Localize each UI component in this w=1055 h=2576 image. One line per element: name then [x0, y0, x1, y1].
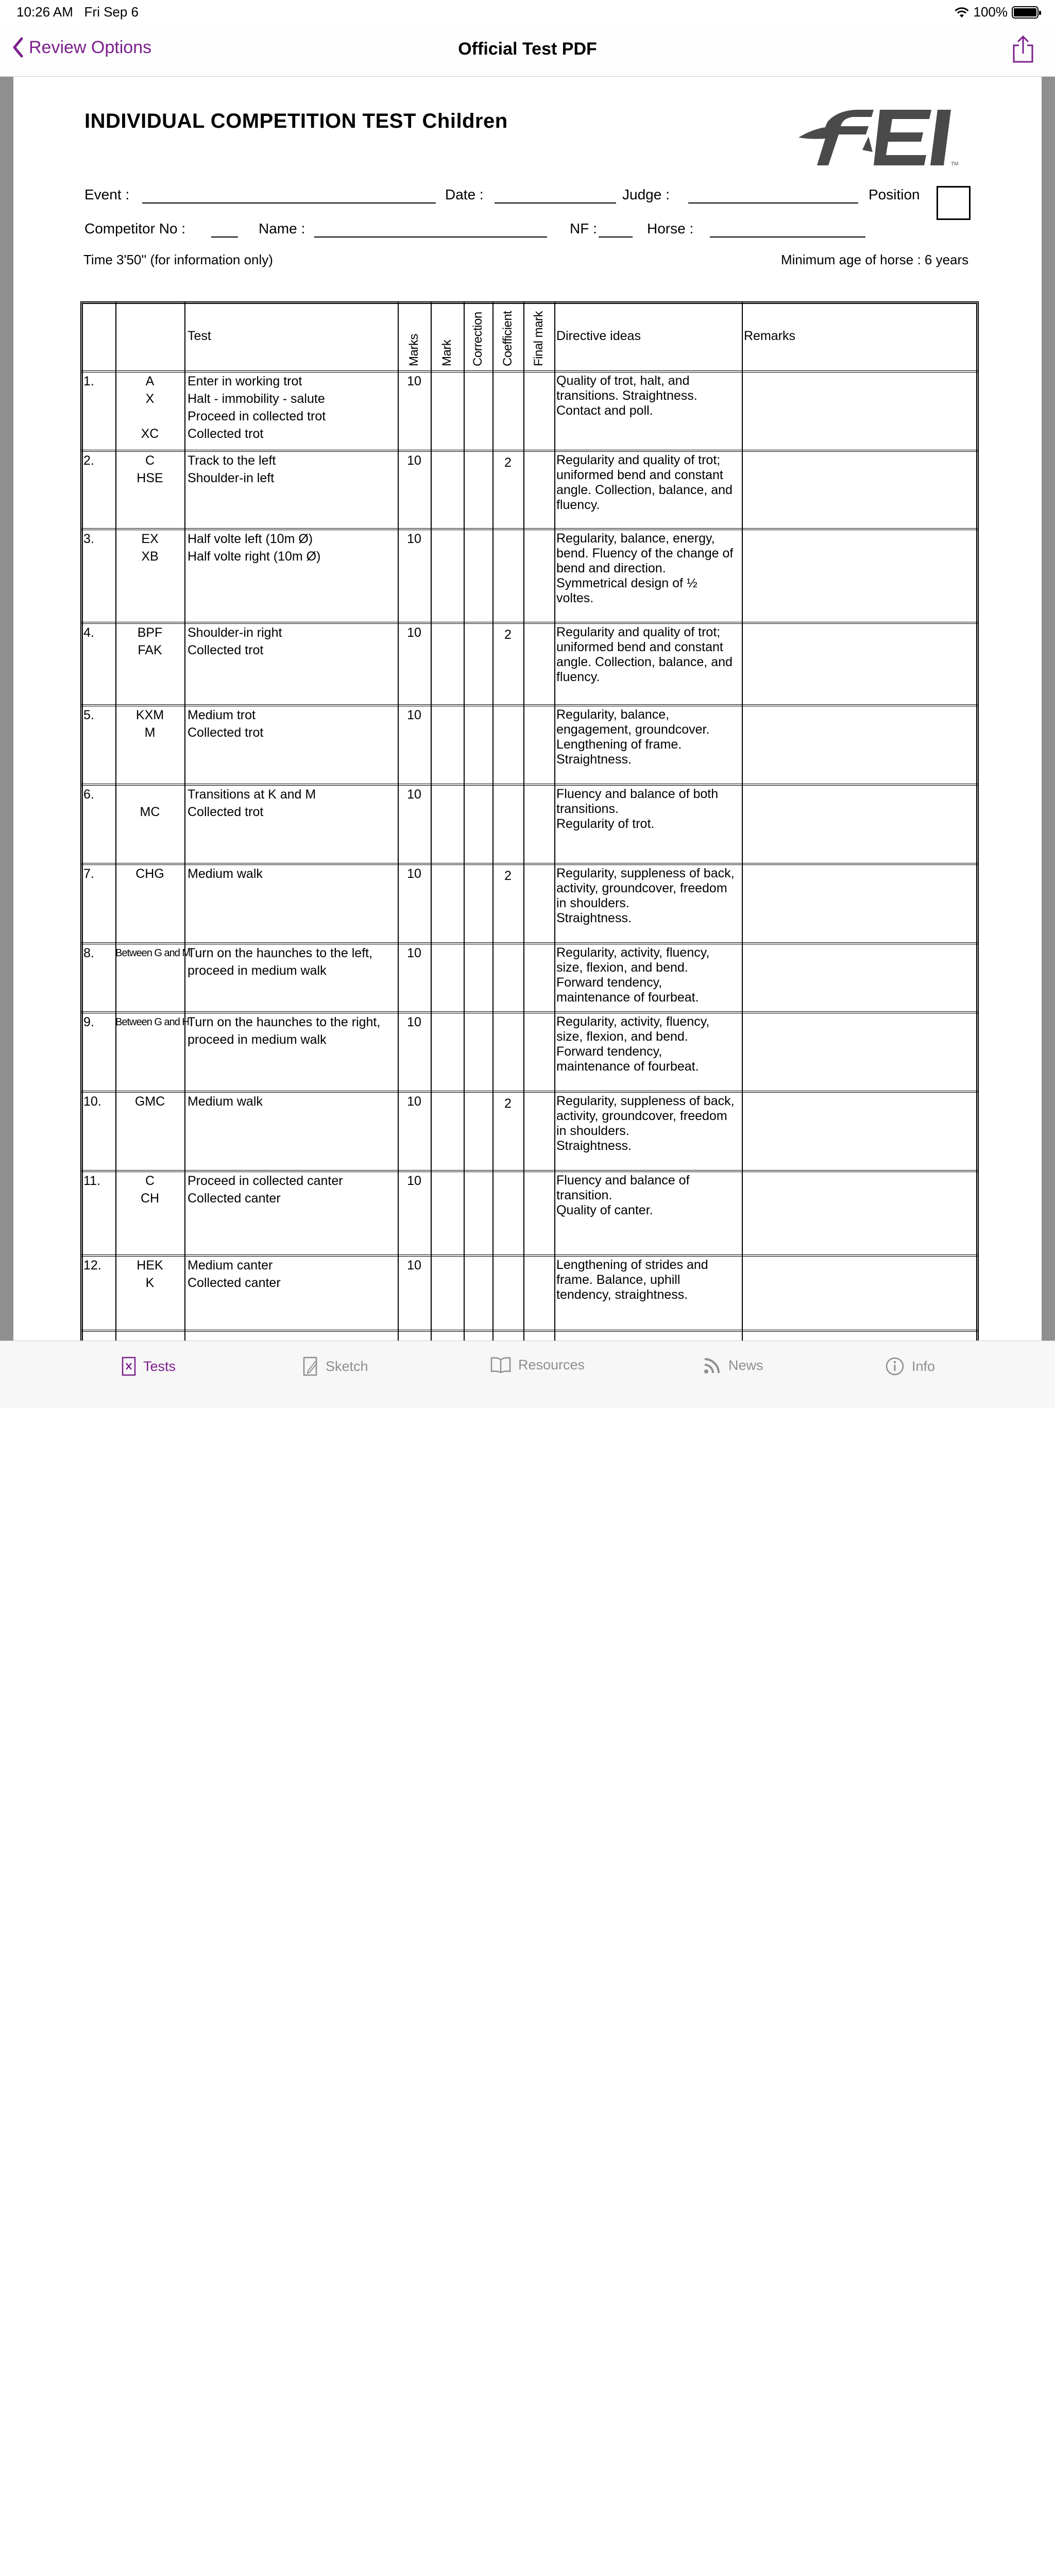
pdf-viewer[interactable] — [0, 77, 1055, 1341]
battery-icon — [1012, 6, 1039, 19]
header-mark: Mark — [440, 340, 454, 366]
sketch-icon — [303, 1357, 318, 1376]
row-directive-text: Forward tendency, — [556, 1044, 662, 1059]
book-icon — [490, 1357, 511, 1373]
row-directive-text: Straightness. — [556, 911, 632, 925]
status-bar — [0, 0, 1055, 25]
row-marks: 10 — [407, 708, 421, 722]
row-test-text: Enter in working trot — [188, 374, 302, 388]
row-directive-text: frame. Balance, uphill — [556, 1273, 680, 1287]
row-test-text: Collected canter — [188, 1276, 281, 1290]
row-test-text: Half volte right (10m Ø) — [188, 549, 321, 564]
row-marks: 10 — [407, 1094, 421, 1109]
row-letters: BPF — [137, 625, 163, 640]
row-letters: GMC — [134, 1094, 165, 1109]
row-marks: 10 — [407, 1258, 421, 1273]
nf-label: NF : — [570, 221, 597, 236]
row-directive-text: fluency. — [556, 670, 600, 684]
row-number: 3. — [83, 532, 94, 546]
minimum-age: Minimum age of horse : 6 years — [781, 252, 969, 267]
tab-news[interactable] — [704, 1357, 763, 1374]
row-marks: 10 — [407, 946, 421, 960]
header-marks: Marks — [407, 334, 421, 366]
header-remarks: Remarks — [744, 329, 796, 343]
svg-text:TM: TM — [951, 161, 959, 167]
row-directive-text: tendency, straightness. — [556, 1287, 688, 1302]
row-test-text: Turn on the haunches to the right, — [188, 1015, 381, 1029]
row-directive-text: Regularity and quality of trot; — [556, 625, 721, 639]
status-date: Fri Sep 6 — [84, 4, 139, 20]
name-line[interactable] — [314, 236, 547, 238]
row-number: 11. — [83, 1174, 100, 1188]
row-directive-text: size, flexion, and bend. — [556, 960, 688, 975]
page-title: Official Test PDF — [458, 39, 597, 59]
nf-line[interactable] — [599, 236, 633, 238]
row-directive-text: Regularity, suppleness of back, — [556, 1094, 735, 1108]
row-test-text: Medium trot — [188, 708, 256, 722]
row-directive-text: Regularity, suppleness of back, — [556, 866, 735, 880]
info-icon — [885, 1357, 905, 1376]
row-number: 12. — [83, 1258, 101, 1273]
pdf-page — [13, 77, 1042, 1341]
competitor-label: Competitor No : — [84, 221, 186, 236]
row-number: 10. — [83, 1094, 101, 1109]
row-letters: C — [145, 453, 155, 468]
row-number: 4. — [83, 625, 94, 640]
row-letters: CHG — [135, 867, 164, 881]
row-test-text: Turn on the haunches to the left, — [188, 946, 373, 960]
row-directive-text: Symmetrical design of ½ — [556, 576, 697, 590]
row-marks: 10 — [407, 787, 421, 802]
row-directive-text: fluency. — [556, 498, 600, 512]
row-test-text: Collected trot — [188, 427, 264, 441]
battery-percent: 100% — [973, 4, 1008, 20]
row-marks: 10 — [407, 625, 421, 640]
row-directive-text: activity, groundcover, freedom — [556, 881, 727, 895]
status-right — [954, 4, 1039, 20]
row-coefficient: 2 — [504, 628, 512, 642]
row-directive-text: transitions. — [556, 802, 619, 816]
row-directive-text: Quality of trot, halt, and — [556, 374, 690, 388]
row-directive-text: Fluency and balance of — [556, 1173, 690, 1188]
row-directive-text: bend. Fluency of the change of — [556, 546, 734, 561]
row-directive-text: uniformed bend and constant — [556, 468, 723, 482]
row-directive-text: Straightness. — [556, 752, 632, 767]
row-letters: XC — [141, 427, 159, 441]
row-directive-text: bend and direction. — [556, 561, 666, 575]
test-table — [80, 301, 979, 1341]
row-directive-text: Forward tendency, — [556, 975, 662, 990]
tab-tests[interactable] — [122, 1357, 176, 1376]
row-test-text: Shoulder-in left — [188, 471, 275, 485]
horse-label: Horse : — [647, 221, 694, 236]
row-test-text: proceed in medium walk — [188, 1032, 327, 1047]
row-directive-text: Lengthening of strides and — [556, 1258, 708, 1272]
row-test-text: Proceed in collected trot — [188, 409, 326, 423]
row-letters: M — [144, 725, 156, 740]
row-letters: MC — [140, 805, 160, 819]
row-marks: 10 — [407, 532, 421, 546]
row-test-text: Collected trot — [188, 643, 264, 657]
row-directive-text: angle. Collection, balance, and — [556, 655, 733, 669]
position-box[interactable] — [937, 186, 971, 220]
tab-resources[interactable] — [490, 1357, 585, 1373]
row-directive-text: Straightness. — [556, 1139, 632, 1153]
share-icon — [1012, 35, 1034, 64]
row-directive-text: in shoulders. — [556, 896, 629, 910]
row-test-text: Collected canter — [188, 1191, 281, 1206]
row-coefficient: 2 — [504, 869, 512, 883]
row-test-text: Half volte left (10m Ø) — [188, 532, 313, 546]
row-marks: 10 — [407, 1015, 421, 1029]
tab-info[interactable] — [885, 1357, 935, 1376]
position-label: Position — [869, 187, 920, 202]
row-number: 5. — [83, 708, 94, 722]
row-directive-text: Regularity, activity, fluency, — [556, 945, 710, 960]
row-directive-text: Quality of canter. — [556, 1203, 653, 1217]
row-test-text: Proceed in collected canter — [188, 1174, 343, 1188]
row-coefficient: 2 — [504, 1096, 512, 1111]
tab-resources-label: Resources — [518, 1357, 585, 1372]
tab-news-label: News — [728, 1357, 763, 1373]
date-label: Date : — [445, 187, 484, 202]
rss-icon — [704, 1357, 721, 1374]
share-button[interactable] — [1012, 35, 1034, 66]
row-directive-text: uniformed bend and constant — [556, 640, 723, 654]
header-correction: Correction — [471, 312, 485, 366]
row-marks: 10 — [407, 453, 421, 468]
tab-bar — [0, 1341, 1055, 1408]
row-directive-text: in shoulders. — [556, 1124, 629, 1138]
row-directive-text: Lengthening of frame. — [556, 737, 682, 752]
row-marks: 10 — [407, 867, 421, 881]
event-label: Event : — [84, 187, 130, 202]
row-directive-text: size, flexion, and bend. — [556, 1029, 688, 1044]
row-test-text: Halt - immobility - salute — [188, 392, 325, 406]
fei-logo — [791, 106, 977, 173]
status-clock: 10:26 AM — [16, 4, 73, 20]
event-line[interactable] — [142, 202, 436, 204]
row-letters: A — [145, 374, 155, 388]
row-letters: Between G and H — [115, 1016, 189, 1028]
row-test-text: Medium walk — [188, 867, 263, 881]
header-final-mark: Final mark — [532, 311, 546, 366]
row-letters: X — [145, 392, 155, 406]
row-letters: XB — [141, 549, 159, 564]
row-directive-text: Fluency and balance of both — [556, 787, 719, 801]
document-title: INDIVIDUAL COMPETITION TEST Children — [84, 110, 508, 132]
row-coefficient: 2 — [504, 455, 512, 470]
row-number: 7. — [83, 867, 94, 881]
row-marks: 10 — [407, 1174, 421, 1188]
row-letters: K — [145, 1276, 155, 1290]
judge-label: Judge : — [622, 187, 670, 202]
row-letters: HSE — [137, 471, 163, 485]
time-note: Time 3'50'' (for information only) — [83, 252, 273, 267]
judge-line[interactable] — [688, 202, 858, 204]
row-letters: CH — [140, 1191, 160, 1206]
header-test: Test — [188, 329, 211, 343]
row-test-text: Medium walk — [188, 1094, 263, 1109]
row-number: 9. — [83, 1015, 94, 1029]
row-test-text: Transitions at K and M — [188, 787, 316, 802]
row-directive-text: activity, groundcover, freedom — [556, 1109, 727, 1123]
row-letters: EX — [141, 532, 159, 546]
back-label: Review Options — [29, 37, 152, 57]
row-test-text: proceed in medium walk — [188, 963, 327, 978]
row-directive-text: maintenance of fourbeat. — [556, 1059, 699, 1074]
status-time — [16, 4, 139, 20]
row-test-text: Shoulder-in right — [188, 625, 282, 640]
row-directive-text: Regularity of trot. — [556, 817, 655, 831]
header-directive: Directive ideas — [556, 329, 641, 343]
row-directive-text: maintenance of fourbeat. — [556, 990, 699, 1005]
tab-tests-label: Tests — [143, 1358, 176, 1374]
row-test-text: Track to the left — [188, 453, 276, 468]
row-number: 2. — [83, 453, 94, 468]
row-number: 8. — [83, 946, 94, 960]
row-directive-text: engagement, groundcover. — [556, 722, 710, 737]
date-line[interactable] — [495, 202, 616, 204]
row-letters: C — [145, 1174, 155, 1188]
row-test-text: Collected trot — [188, 725, 264, 740]
wifi-icon — [954, 7, 969, 18]
row-number: 1. — [83, 374, 94, 388]
row-marks: 10 — [407, 374, 421, 388]
row-divider — [80, 1330, 979, 1332]
row-directive-text: voltes. — [556, 591, 594, 605]
row-directive-text: transitions. Straightness. — [556, 388, 697, 403]
row-letters: HEK — [137, 1258, 163, 1273]
row-number: 6. — [83, 787, 94, 802]
competitor-line[interactable] — [211, 236, 238, 238]
row-directive-text: angle. Collection, balance, and — [556, 483, 733, 497]
row-directive-text: Contact and poll. — [556, 403, 653, 418]
row-directive-text: Regularity, activity, fluency, — [556, 1014, 710, 1029]
horse-line[interactable] — [710, 236, 865, 238]
row-test-text: Collected trot — [188, 805, 264, 819]
row-letters: Between G and M — [115, 947, 191, 959]
header-coefficient: Coefficient — [501, 311, 515, 366]
row-test-text: Medium canter — [188, 1258, 273, 1273]
tab-info-label: Info — [912, 1358, 935, 1374]
row-letters: KXM — [135, 708, 164, 722]
navigation-bar — [0, 25, 1055, 77]
row-directive-text: Regularity, balance, energy, — [556, 531, 715, 546]
row-directive-text: Regularity and quality of trot; — [556, 453, 721, 467]
row-directive-text: transition. — [556, 1188, 612, 1202]
row-directive-text: Regularity, balance, — [556, 707, 670, 722]
tests-icon — [122, 1357, 136, 1376]
tab-sketch-label: Sketch — [326, 1358, 368, 1374]
name-label: Name : — [259, 221, 305, 236]
row-letters: FAK — [138, 643, 162, 657]
tab-sketch[interactable] — [303, 1357, 368, 1376]
